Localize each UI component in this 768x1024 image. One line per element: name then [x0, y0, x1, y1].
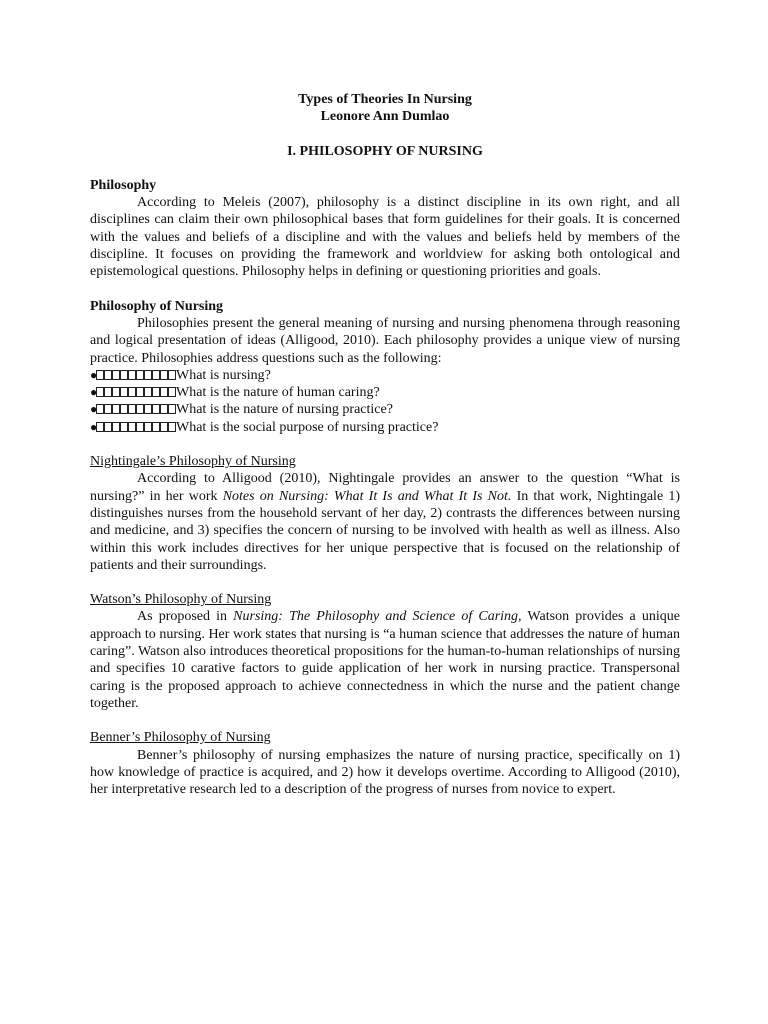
question-text: What is the nature of human caring? [176, 385, 380, 401]
nightingale-paragraph [90, 470, 680, 574]
nightingale-heading: Nightingale’s Philosophy of Nursing [90, 454, 296, 470]
philosophy-heading: Philosophy [90, 177, 157, 193]
philosophy-of-nursing-paragraph: Philosophies present the general meaning of nursing and nursing phenomena through reasoning and logical presentation of ideas (Alligood, 2010). Each philosophy provides a unique view of nursing practice. Philosophies address questions such as the following: [90, 315, 680, 366]
bullet-icon: ● [90, 385, 98, 400]
list-item [90, 384, 680, 401]
question-text: What is the nature of nursing practice? [176, 402, 393, 418]
bullet-icon: ● [90, 419, 98, 434]
placeholder-glyph-boxes [96, 403, 176, 413]
bullet-icon: ● [90, 402, 98, 417]
watson-work-title: Nursing: The Philosophy and Science of Caring, [233, 609, 522, 625]
watson-text-1: As proposed in [137, 609, 234, 625]
document-header [90, 91, 680, 126]
document-title: Types of Theories In Nursing [298, 92, 472, 107]
placeholder-glyph-boxes [96, 386, 176, 396]
watson-heading: Watson’s Philosophy of Nursing [90, 592, 272, 608]
section-heading: I. PHILOSOPHY OF NURSING [287, 143, 483, 159]
question-text: What is nursing? [176, 367, 271, 383]
placeholder-glyph-boxes [96, 369, 176, 379]
watson-text-2: Watson provides a unique approach to nursing. Her work states that nursing is “a human science that addresses the nature of human caring”. Watson also introduces theoretical propositions for the human-to-human relationships of nursing and specifies 10 carative factors to guide application of her work in nursing practice. Transpersonal caring is the proposed approach to achieve connectedness in which the nurse and the patient change together. [90, 609, 680, 711]
bullet-icon: ● [90, 367, 98, 382]
placeholder-glyph-boxes [96, 421, 176, 431]
list-item [90, 419, 680, 436]
document-content [90, 91, 680, 798]
list-item [90, 367, 680, 384]
list-item [90, 401, 680, 418]
benner-paragraph: Benner’s philosophy of nursing emphasizes the nature of nursing practice, specifically on 1) how knowledge of practice is acquired, and 2) how it develops overtime. According to Alligood (2010), her interpretative research led to a description of the progress of nurses from novice to expert. [90, 747, 680, 798]
nightingale-work-title: Notes on Nursing: What It Is and What It Is Not. [222, 488, 512, 504]
nightingale-text-2: In that work, Nightingale 1) distinguishes nurses from the household servant of her day, 2) contrasts the differences between nursing and medicine, and 3) specifies the concern of nursing to be involved with health as well as illness. Also within this work includes directives for her unique perspective that is focused on the relationship of patients and their surroundings. [90, 488, 680, 573]
nightingale-text-1: According to Alligood (2010), Nightingale provides an answer to the question “What is nursing?” in her work [90, 471, 680, 504]
watson-paragraph [90, 608, 680, 712]
document-author: Leonore Ann Dumlao [320, 109, 450, 125]
philosophy-paragraph: According to Meleis (2007), philosophy is a distinct discipline in its own right, and all disciplines can claim their own philosophical bases that form guidelines for their goals. It is concerned with the values and beliefs of a discipline and with the values and beliefs held by members of the discipline. It focuses on providing the framework and worldview for asking both ontological and epistemological questions. Philosophy helps in defining or questioning priorities and goals. [90, 195, 680, 280]
questions-list [90, 367, 680, 436]
benner-heading: Benner’s Philosophy of Nursing [90, 730, 271, 746]
question-text: What is the social purpose of nursing practice? [176, 419, 439, 435]
philosophy-of-nursing-heading: Philosophy of Nursing [90, 298, 224, 314]
